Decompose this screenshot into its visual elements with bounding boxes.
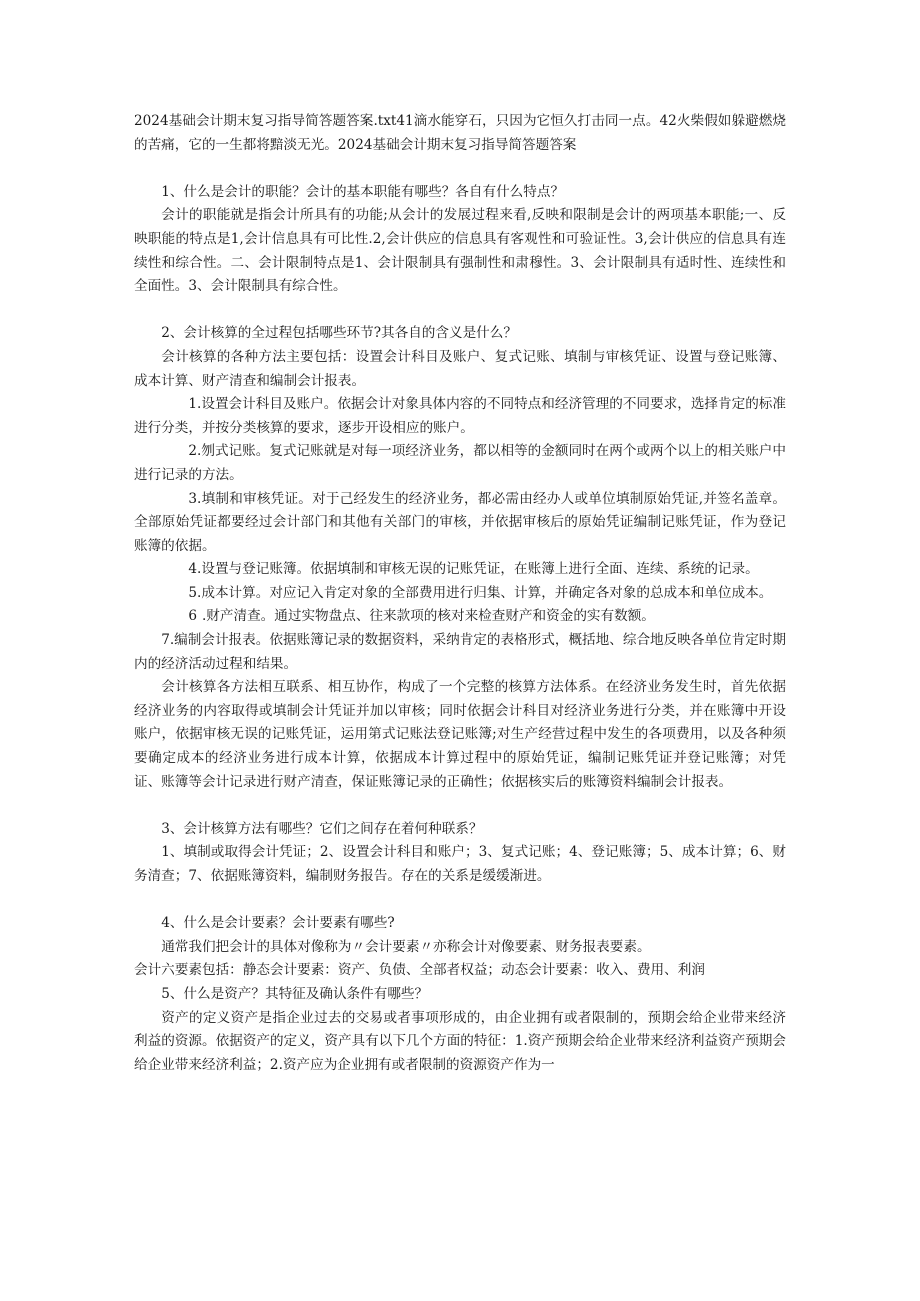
question-2-intro: 会计核算的各种方法主要包括：设置会计科目及账户、复式记账、填制与审核凭证、设置与登记账簿、成本计算、财产清查和编制会计报表。 [134,348,786,389]
question-3-title: 3、会计核算方法有哪些？它们之间存在着何种联系？ [161,820,483,837]
question-3-answer: 1、填制或取得会计凭证；2、设置会计科目和账户；3、复式记账；4、登记账簿；5、成本计算；6、财务清查；7、依据账簿资料，编制财务报告。存在的关系是缓缓渐进。 [134,844,786,884]
question-5-answer: 资产的定义资产是指企业过去的交易或者事项形成的，由企业拥有或者限制的，预期会给企业带来经济利益的资源。依据资产的定义，资产具有以下几个方面的特征：1.资产预期会给企业带来经济利益资产预期会给企业带来经济利益；2.资产应为企业拥有或者限制的资源资产作为一 [134,1009,786,1073]
spacer [134,889,786,913]
question-4-answer-elements: 会计六要素包括：静态会计要素：资产、负债、全部者权益；动态会计要素：收入、费用、利润 [134,962,705,979]
question-2-summary: 会计核算各方法相互联系、相互协作，构成了一个完整的核算方法体系。在经济业务发生时，首先依据经济业务的内容取得或填制会计凭证并加以审核；同时依据会计科目对经济业务进行分类，并在账簿中开设账户，依据审核无误的记账凭证，运用第式记账法登记账簿;对生产经营过程中发生的各项费用，以及各种须要确定成本的经济业务进行成本计算，依据成本计算过程中的原始凭证，编制记账凭证并登记账簿；对凭证、账簿等会计记录进行财产清查，保证账簿记录的正确性；依据核实后的账簿资料编制会计报表。 [134,679,786,790]
list-item-text: .填制和审核凭证。对于己经发生的经济业务，都必需由经办人或单位填制原始凭证,并签名盖章。全部原始凭证都要经过会计部门和其他有关部门的审核，并依据审核后的原始凭证编制记账凭证，作为登记账簿的依据。 [134,490,786,554]
question-5-title: 5、什么是资产？其特征及确认条件有哪些？ [161,985,429,1002]
question-4-title: 4、什么是会计要素？会计要素有哪些? [161,915,395,932]
list-item-text: .财产清查。通过实物盘点、往来款项的核对来检查财产和资金的实有数额。 [201,608,655,625]
list-item-number: 6 [188,608,198,625]
list-item-number: 5 [188,584,198,601]
document-page [134,110,786,1077]
spacer [134,157,786,181]
question-1-answer: 会计的职能就是指会计所具有的功能;从会计的发展过程来看,反映和限制是会计的两项基本职能;一、反映职能的特点是1,会计信息具有可比性.2,会计供应的信息具有客观性和可验证性。3,会计供应的信息具有连续性和综合性。二、会计限制特点是1、会计限制具有强制性和肃穆性。3、会计限制具有适时性、连续性和全面性。3、会计限制具有综合性。 [134,207,786,295]
question-2-title: 2、会计核算的全过程包括哪些环节?其各自的含义是什么？ [161,325,517,342]
document-header: 2024基础会计期末复习指导简答题答案.txt41滴水能穿石，只因为它恒久打击同一点。42火柴假如躲避燃烧的苦痛，它的一生都将黯淡无光。2024基础会计期末复习指导简答题答案 [134,113,786,153]
list-item [134,393,786,440]
list-item-number: 1 [188,396,198,413]
list-item-text: .设置会计科目及账户。依据会计对象具体内容的不同特点和经济管理的不同要求，选择肯定的标准进行分类，并按分类核算的要求，逐步开设相应的账户。 [134,396,786,436]
list-item-number: 2 [188,443,198,460]
list-item-text: 编制会计报表。依据账簿记录的数据资料，采纳肯定的表格形式，概括地、综合地反映各单位肯定时期内的经济活动过程和结果。 [134,632,786,672]
list-item-number: 3 [188,490,198,507]
spacer [134,794,786,818]
list-item-number: 7. [161,632,175,649]
list-item-number: 4 [188,561,198,578]
list-item [134,488,786,559]
spacer [134,299,786,323]
list-item [134,558,786,582]
list-item [134,605,786,629]
list-item-text: .成本计算。对应记入肯定对象的全部费用进行归集、计算，并确定各对象的总成本和单位成本。 [197,584,773,601]
list-item-text: .设置与登记账簿。依据填制和审核无误的记账凭证，在账簿上进行全面、连续、系统的记录。 [197,561,759,578]
question-4-answer: 通常我们把会计的具体对像称为〃会计要素〃亦称会计对像要素、财务报表要素。 [161,938,651,955]
question-1-title: 1、什么是会计的职能？会计的基本职能有哪些？各自有什么特点？ [161,183,565,200]
list-item [134,582,786,606]
list-item-text: .刎式记账。复式记账就是对每一项经济业务，都以相等的金额同时在两个或两个以上的相关账户中进行记录的方法。 [134,443,786,483]
list-item [134,440,786,487]
list-item [134,629,786,676]
